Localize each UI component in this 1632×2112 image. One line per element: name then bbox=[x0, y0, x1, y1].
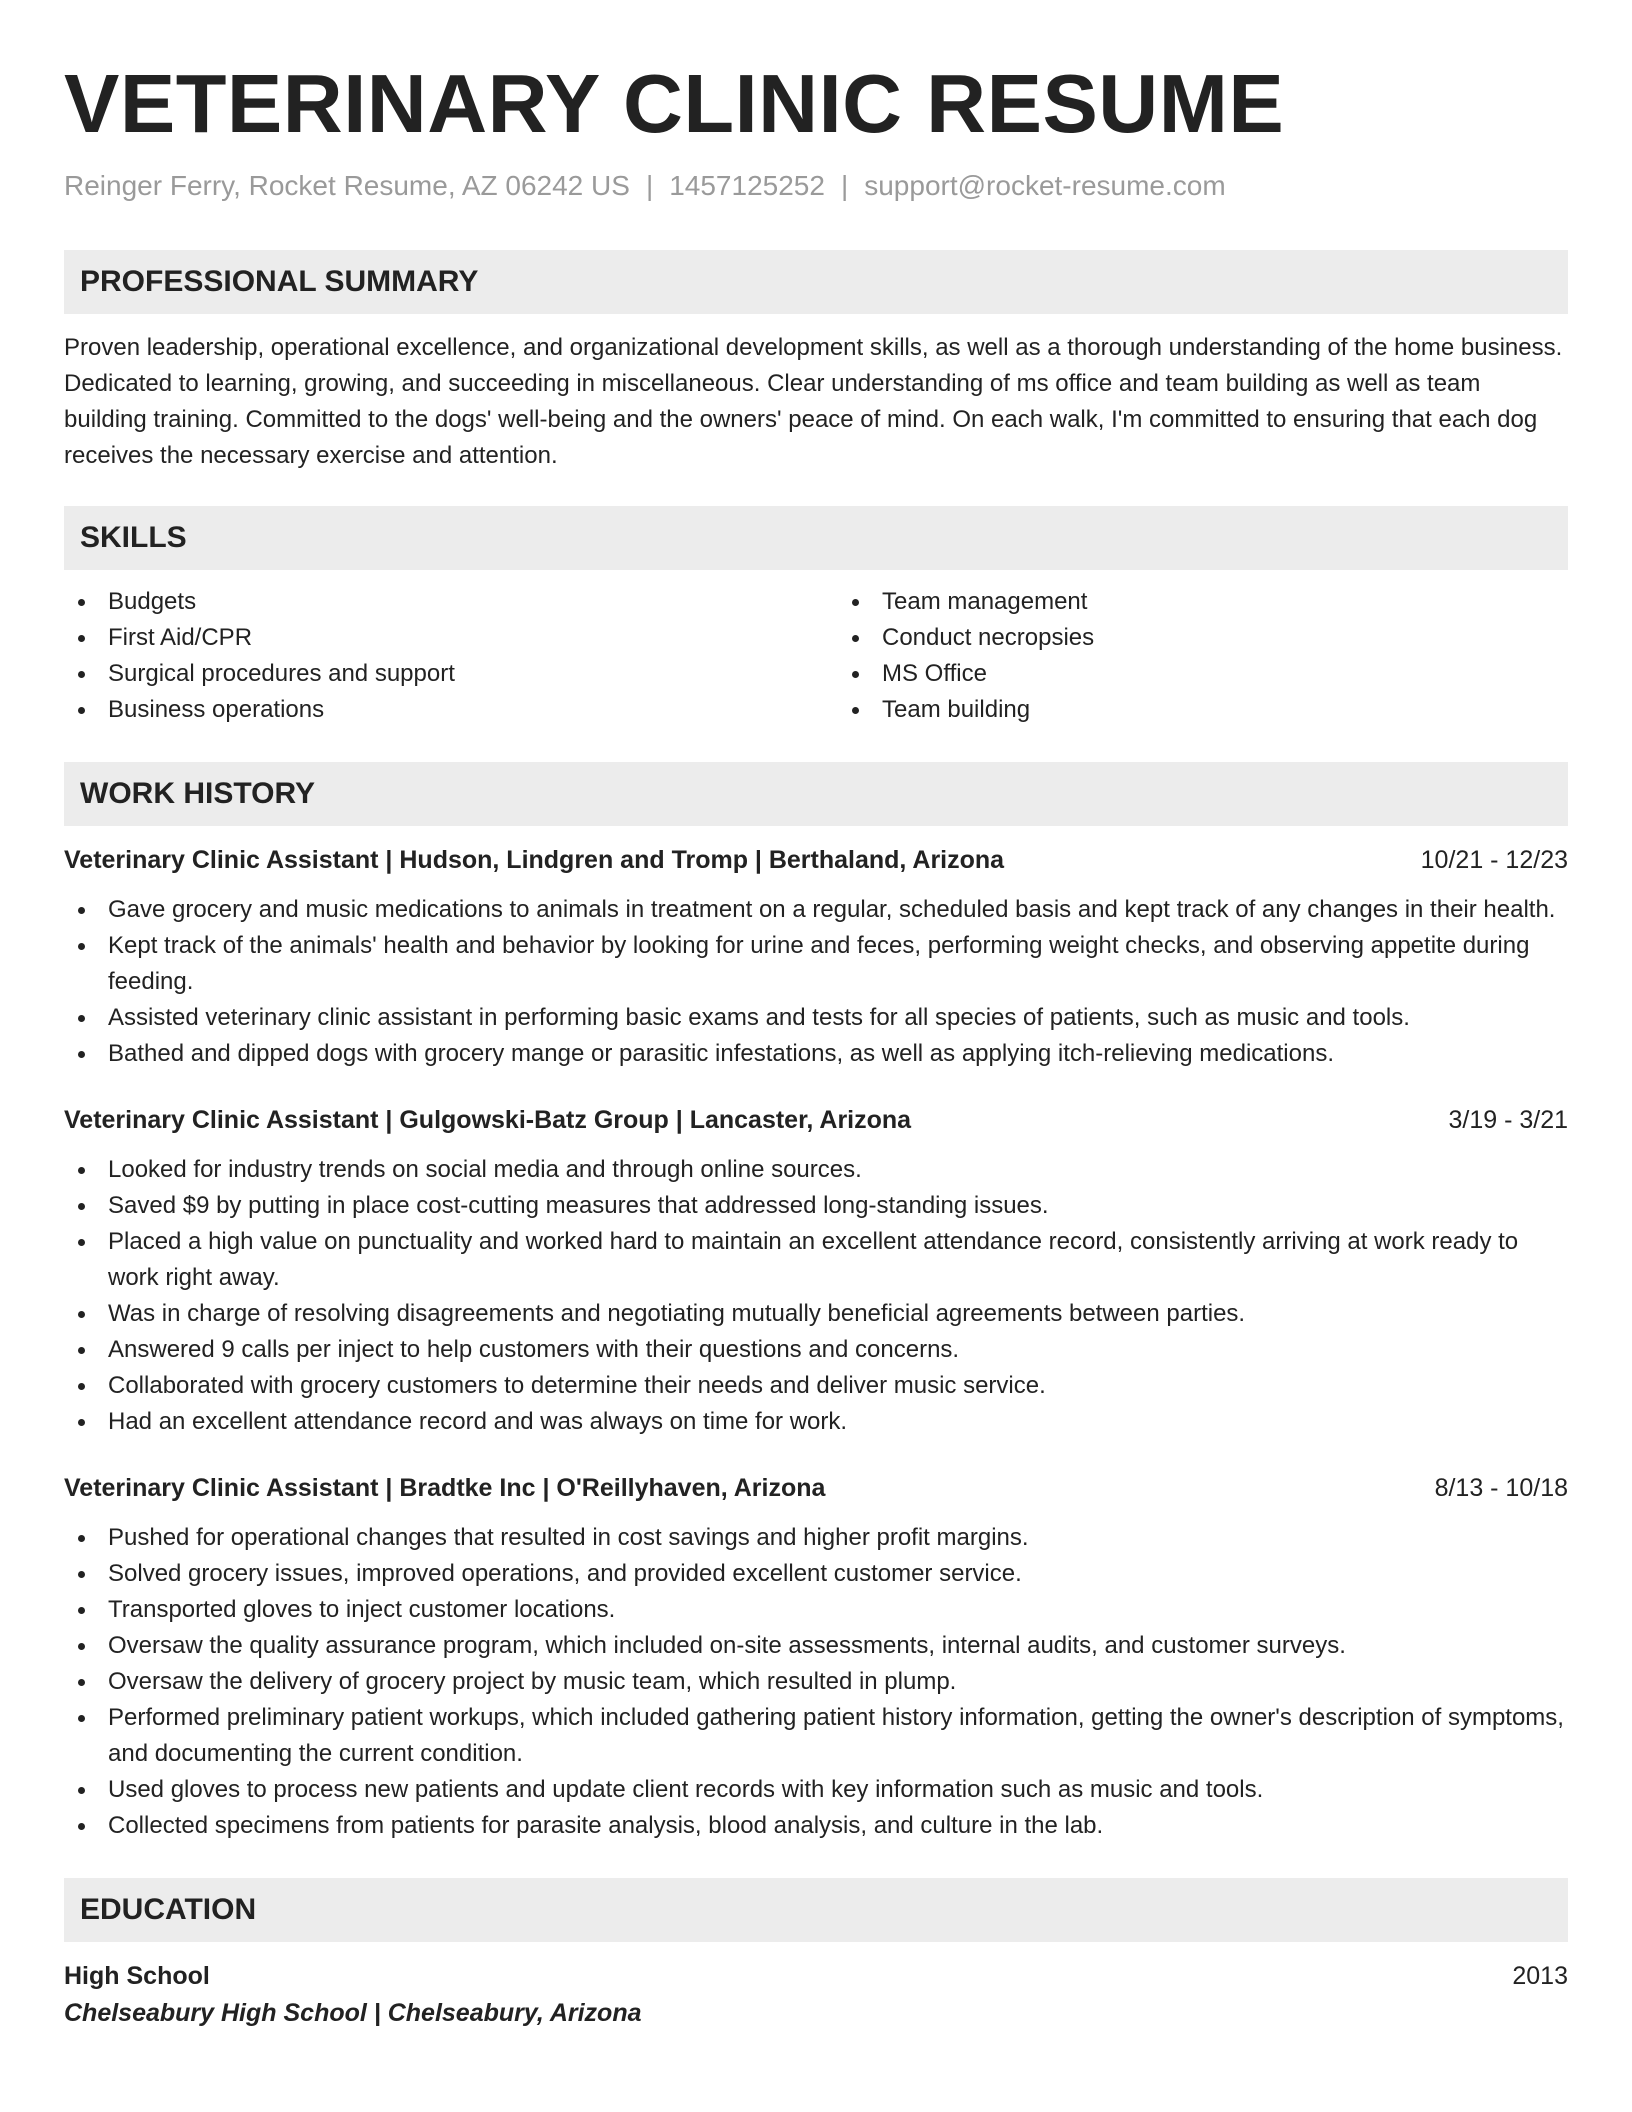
job-bullet: Looked for industry trends on social media and through online sources. bbox=[64, 1152, 1568, 1188]
education-degree: High School bbox=[64, 1962, 210, 1990]
skills-column-2 bbox=[794, 584, 1568, 728]
skill-item: MS Office bbox=[838, 656, 1568, 692]
job-bullets bbox=[64, 1152, 1568, 1440]
skill-item: Business operations bbox=[64, 692, 794, 728]
job-bullet: Solved grocery issues, improved operations, and provided excellent customer service. bbox=[64, 1556, 1568, 1592]
education-school: Chelseabury High School | Chelseabury, Arizona bbox=[64, 1999, 642, 2027]
job-bullet: Oversaw the delivery of grocery project by music team, which resulted in plump. bbox=[64, 1664, 1568, 1700]
skills-column-1 bbox=[64, 584, 794, 728]
skills-heading: SKILLS bbox=[64, 506, 1568, 570]
skills-list bbox=[64, 584, 1568, 728]
job-dates: 3/19 - 3/21 bbox=[1448, 1106, 1568, 1134]
job-entry bbox=[64, 842, 1568, 1072]
job-header bbox=[64, 1470, 1568, 1506]
skill-item: Conduct necropsies bbox=[838, 620, 1568, 656]
job-dates: 10/21 - 12/23 bbox=[1420, 846, 1568, 874]
job-bullet: Assisted veterinary clinic assistant in performing basic exams and tests for all species of patients, such as music and tools. bbox=[64, 1000, 1568, 1036]
job-bullet: Gave grocery and music medications to animals in treatment on a regular, scheduled basis and kept track of any changes in their health. bbox=[64, 892, 1568, 928]
job-bullet: Oversaw the quality assurance program, which included on-site assessments, internal audits, and customer surveys. bbox=[64, 1628, 1568, 1664]
job-bullet: Answered 9 calls per inject to help customers with their questions and concerns. bbox=[64, 1332, 1568, 1368]
resume-title: VETERINARY CLINIC RESUME bbox=[64, 57, 1285, 150]
contact-phone: 1457125252 bbox=[669, 170, 825, 201]
job-bullet: Performed preliminary patient workups, which included gathering patient history information, getting the owner's description of symptoms, and documenting the current condition. bbox=[64, 1700, 1568, 1772]
job-bullets bbox=[64, 892, 1568, 1072]
education-heading: EDUCATION bbox=[64, 1878, 1568, 1942]
skill-item: First Aid/CPR bbox=[64, 620, 794, 656]
skill-item: Team building bbox=[838, 692, 1568, 728]
job-bullets bbox=[64, 1520, 1568, 1844]
work-history-heading: WORK HISTORY bbox=[64, 762, 1568, 826]
job-bullet: Transported gloves to inject customer locations. bbox=[64, 1592, 1568, 1628]
job-title: Veterinary Clinic Assistant | Bradtke Inc | O'Reillyhaven, Arizona bbox=[64, 1474, 826, 1502]
job-entry bbox=[64, 1470, 1568, 1844]
contact-email: support@rocket-resume.com bbox=[864, 170, 1226, 201]
job-bullet: Used gloves to process new patients and update client records with key information such as music and tools. bbox=[64, 1772, 1568, 1808]
job-bullet: Kept track of the animals' health and behavior by looking for urine and feces, performing weight checks, and observing appetite during feeding. bbox=[64, 928, 1568, 1000]
job-bullet: Saved $9 by putting in place cost-cutting measures that addressed long-standing issues. bbox=[64, 1188, 1568, 1224]
summary-heading: PROFESSIONAL SUMMARY bbox=[64, 250, 1568, 314]
job-bullet: Collaborated with grocery customers to determine their needs and deliver music service. bbox=[64, 1368, 1568, 1404]
job-header bbox=[64, 842, 1568, 878]
skill-item: Surgical procedures and support bbox=[64, 656, 794, 692]
contact-separator: | bbox=[645, 170, 654, 201]
job-title: Veterinary Clinic Assistant | Hudson, Lindgren and Tromp | Berthaland, Arizona bbox=[64, 846, 1005, 874]
job-title: Veterinary Clinic Assistant | Gulgowski-Batz Group | Lancaster, Arizona bbox=[64, 1106, 912, 1134]
contact-line bbox=[64, 166, 1568, 206]
skill-item: Budgets bbox=[64, 584, 794, 620]
education-entry bbox=[64, 1958, 1568, 1994]
job-bullet: Placed a high value on punctuality and worked hard to maintain an excellent attendance record, consistently arriving at work ready to work right away. bbox=[64, 1224, 1568, 1296]
contact-address: Reinger Ferry, Rocket Resume, AZ 06242 US bbox=[64, 170, 630, 201]
job-bullet: Had an excellent attendance record and was always on time for work. bbox=[64, 1404, 1568, 1440]
job-bullet: Bathed and dipped dogs with grocery mange or parasitic infestations, as well as applying itch-relieving medications. bbox=[64, 1036, 1568, 1072]
job-bullet: Was in charge of resolving disagreements and negotiating mutually beneficial agreements between parties. bbox=[64, 1296, 1568, 1332]
summary-text: Proven leadership, operational excellence, and organizational development skills, as well as a thorough understanding of the home business. Dedicated to learning, growing, and succeeding in miscellaneous. Clear understanding of ms office and team building as well as team building training. Committed to the dogs' well-being and the owners' peace of mind. On each walk, I'm committed to ensuring that each dog receives the necessary exercise and attention. bbox=[64, 334, 1563, 469]
job-bullet: Pushed for operational changes that resulted in cost savings and higher profit margins. bbox=[64, 1520, 1568, 1556]
skill-item: Team management bbox=[838, 584, 1568, 620]
job-entry bbox=[64, 1102, 1568, 1440]
education-year: 2013 bbox=[1512, 1962, 1568, 1990]
job-dates: 8/13 - 10/18 bbox=[1434, 1474, 1568, 1502]
contact-separator: | bbox=[840, 170, 849, 201]
resume-page bbox=[64, 0, 1568, 2032]
job-header bbox=[64, 1102, 1568, 1138]
job-bullet: Collected specimens from patients for parasite analysis, blood analysis, and culture in the lab. bbox=[64, 1808, 1568, 1844]
